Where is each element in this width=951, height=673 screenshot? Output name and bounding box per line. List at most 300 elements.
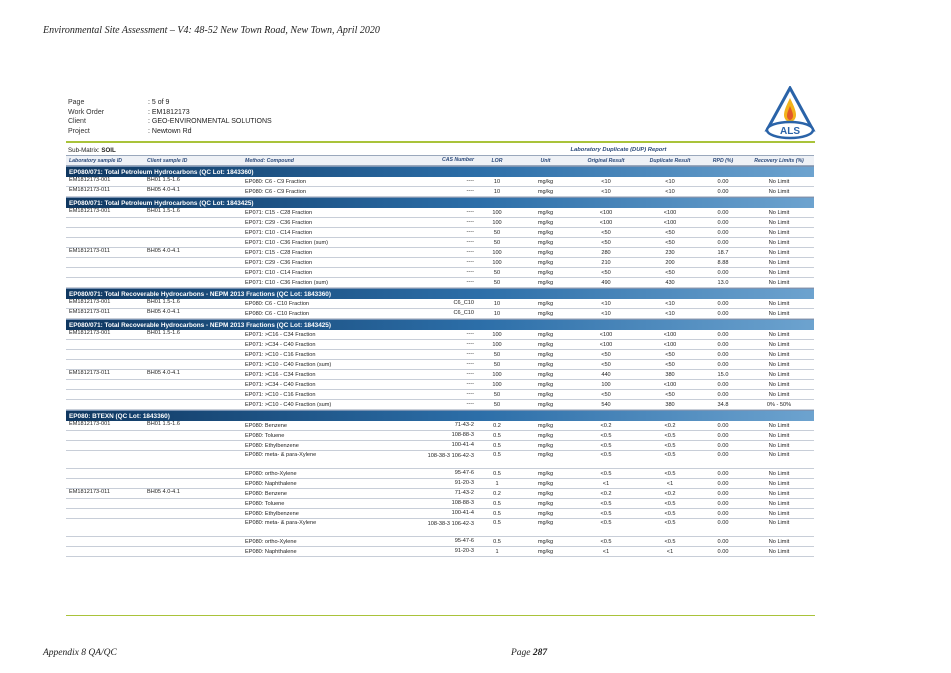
recovery-limits-cell: No Limit [768,490,790,497]
rpd-cell: 8.88 [717,259,729,266]
method-compound-cell: EP071: >C10 - C16 Fraction [245,391,316,398]
meta-work-order [68,108,272,118]
cas-number-cell: C6_C10 [453,300,474,306]
section-title: EP080/071: Total Petroleum Hydrocarbons (QC Lot: 1843360) [69,168,254,176]
client-sample-id-cell: BH01 1.5-1.6 [147,421,180,427]
recovery-limits-cell: No Limit [768,229,790,236]
lor-cell: 50 [493,351,501,358]
lab-sample-id-cell: EM1812173-001 [69,421,111,427]
lor-cell: 50 [493,401,501,408]
dup-report-title: Laboratory Duplicate (DUP) Report [570,147,667,153]
rpd-cell: 0.00 [717,361,729,368]
original-result-cell: 540 [601,401,611,408]
client-sample-id-cell: BH05 4.0-4.1 [147,248,180,254]
lor-cell: 0.5 [493,470,501,477]
rpd-cell: 0.00 [717,300,729,307]
section-header [66,319,814,330]
lab-sample-id-cell [66,380,144,389]
client-sample-id-cell [144,400,242,409]
rpd-cell: 0.00 [717,219,729,226]
original-result-cell: <50 [601,269,611,276]
method-compound-cell: EP080: C6 - C9 Fraction [245,188,306,195]
top-divider [66,141,815,143]
unit-cell: mg/kg [537,269,554,276]
client-sample-id-cell [144,499,242,508]
recovery-limits-cell: No Limit [768,341,790,348]
cas-number-cell: ---- [466,401,474,407]
col-header-rpd: RPD (%) [712,157,734,164]
rpd-cell: 0.00 [717,229,729,236]
unit-cell: mg/kg [537,452,554,458]
meta-value: : GEO-ENVIRONMENTAL SOLUTIONS [148,118,272,126]
method-compound-cell: EP080: Toluene [245,432,285,439]
cas-number-cell: C6_C10 [453,310,474,316]
lab-sample-id-cell [66,340,144,349]
duplicate-result-cell: 380 [665,401,675,408]
recovery-limits-cell: No Limit [768,178,790,185]
lor-cell: 50 [493,269,501,276]
lab-sample-id-cell [66,268,144,277]
lor-cell: 1 [495,480,499,487]
duplicate-result-cell: <50 [665,391,675,398]
lab-sample-id-cell [66,218,144,227]
cas-number-cell: 108-88-3 [451,500,474,506]
recovery-limits-cell: No Limit [768,239,790,246]
meta-project [68,127,272,137]
method-compound-cell: EP071: C10 - C14 Fraction [245,269,313,276]
cas-number-cell: 108-38-3 106-42-3 [427,521,474,527]
method-compound-cell: EP071: >C10 - C40 Fraction (sum) [245,361,332,368]
sub-matrix-value: SOIL [101,146,116,154]
duplicate-result-cell: <100 [663,209,677,216]
rpd-cell: 0.00 [717,239,729,246]
original-result-cell: <0.2 [600,490,612,497]
client-sample-id-cell: BH05 4.0-4.1 [147,187,180,193]
lab-sample-id-cell: EM1812173-011 [69,187,110,193]
report-meta [68,98,272,136]
client-sample-id-cell [144,228,242,237]
recovery-limits-cell: No Limit [768,538,790,545]
method-compound-cell: EP071: C10 - C14 Fraction [245,229,313,236]
col-header-unit: Unit [540,157,551,164]
lor-cell: 0.2 [493,490,501,497]
duplicate-result-cell: <0.2 [664,490,676,497]
unit-cell: mg/kg [537,259,554,266]
lab-sample-id-cell [66,238,144,247]
recovery-limits-cell: No Limit [768,361,790,368]
client-sample-id-cell [144,218,242,227]
lor-cell: 50 [493,279,501,286]
cas-number-cell: ---- [466,219,474,225]
table-row [66,248,814,258]
recovery-limits-cell: No Limit [768,442,790,449]
duplicate-result-cell: <0.5 [664,432,676,439]
recovery-limits-cell: No Limit [768,259,790,266]
rpd-cell: 0.00 [717,269,729,276]
lor-cell: 100 [492,381,502,388]
unit-cell: mg/kg [537,520,554,526]
lab-sample-id-cell [66,431,144,440]
unit-cell: mg/kg [537,331,554,338]
col-header-lab-id: Laboratory sample ID [69,157,123,164]
rpd-cell: 18.7 [717,249,729,256]
section-title: EP080: BTEXN (QC Lot: 1843360) [69,412,170,420]
recovery-limits-cell: 0% - 50% [766,401,792,408]
lor-cell: 100 [492,341,502,348]
unit-cell: mg/kg [537,361,554,368]
original-result-cell: <50 [601,239,611,246]
client-sample-id-cell: BH05 4.0-4.1 [147,309,180,315]
unit-cell: mg/kg [537,310,554,317]
client-sample-id-cell [144,238,242,247]
rpd-cell: 0.00 [717,452,729,458]
client-sample-id-cell: BH01 1.5-1.6 [147,330,180,336]
cas-number-cell: ---- [466,381,474,387]
table-row [66,309,814,319]
method-compound-cell: EP071: >C10 - C16 Fraction [245,351,316,358]
table-row [66,537,814,547]
duplicate-result-cell: 430 [665,279,675,286]
cas-number-cell: ---- [466,239,474,245]
original-result-cell: <0.5 [600,470,612,477]
rpd-cell: 0.00 [717,391,729,398]
original-result-cell: <100 [599,331,613,338]
duplicate-result-cell: <0.5 [664,520,676,526]
meta-label: Project [68,127,90,135]
method-compound-cell: EP080: ortho-Xylene [245,470,297,477]
table-row [66,451,814,469]
duplicate-result-cell: <0.5 [664,538,676,545]
rpd-cell: 0.00 [717,178,729,185]
duplicate-result-cell: <0.5 [664,500,676,507]
original-result-cell: <100 [599,219,613,226]
table-row [66,299,814,309]
client-sample-id-cell: BH05 4.0-4.1 [147,370,180,376]
table-title-row [66,145,814,155]
lab-sample-id-cell [66,390,144,399]
lab-sample-id-cell: EM1812173-011 [69,309,110,315]
table-row [66,431,814,441]
method-compound-cell: EP080: C6 - C10 Fraction [245,310,310,317]
client-sample-id-cell [144,350,242,359]
client-sample-id-cell [144,479,242,488]
method-compound-cell: EP071: >C16 - C34 Fraction [245,331,316,338]
client-sample-id-cell [144,431,242,440]
lab-sample-id-cell [66,441,144,450]
table-row [66,390,814,400]
method-compound-cell: EP071: C10 - C36 Fraction (sum) [245,239,329,246]
unit-cell: mg/kg [537,371,554,378]
lor-cell: 100 [492,371,502,378]
client-sample-id-cell [144,509,242,518]
duplicate-report-table [66,145,814,557]
lor-cell: 10 [493,300,501,307]
original-result-cell: 100 [601,381,611,388]
cas-number-cell: ---- [466,188,474,194]
footer-appendix: Appendix 8 QA/QC [43,648,117,658]
cas-number-cell: 108-38-3 106-42-3 [427,453,474,459]
rpd-cell: 0.00 [717,520,729,526]
duplicate-result-cell: <50 [665,351,675,358]
lab-sample-id-cell: EM1812173-001 [69,299,111,305]
rpd-cell: 0.00 [717,510,729,517]
table-row [66,350,814,360]
original-result-cell: <0.5 [600,432,612,439]
lab-sample-id-cell [66,520,144,536]
meta-label: Client [68,118,86,126]
rpd-cell: 15.0 [717,371,729,378]
original-result-cell: <0.5 [600,510,612,517]
method-compound-cell: EP071: C15 - C28 Fraction [245,209,313,216]
method-compound-cell: EP080: Benzene [245,490,287,497]
unit-cell: mg/kg [537,490,554,497]
duplicate-result-cell: 200 [665,259,675,266]
recovery-limits-cell: No Limit [768,480,790,487]
table-row [66,441,814,451]
original-result-cell: <10 [601,188,611,195]
recovery-limits-cell: No Limit [768,548,790,555]
table-row [66,479,814,489]
rpd-cell: 0.00 [717,188,729,195]
lab-sample-id-cell [66,452,144,468]
lab-sample-id-cell [66,509,144,518]
lab-sample-id-cell: EM1812173-011 [69,370,110,376]
table-row [66,360,814,370]
client-sample-id-cell [144,258,242,267]
unit-cell: mg/kg [537,510,554,517]
unit-cell: mg/kg [537,229,554,236]
original-result-cell: <50 [601,229,611,236]
logo-text: ALS [780,126,800,137]
client-sample-id-cell [144,340,242,349]
cas-number-cell: 108-88-3 [451,432,474,438]
duplicate-result-cell: <1 [666,480,674,487]
recovery-limits-cell: No Limit [768,422,790,429]
cas-number-cell: 91-20-3 [454,480,474,486]
duplicate-result-cell: <0.5 [664,510,676,517]
recovery-limits-cell: No Limit [768,219,790,226]
lab-sample-id-cell [66,360,144,369]
client-sample-id-cell [144,360,242,369]
rpd-cell: 0.00 [717,381,729,388]
meta-label: Work Order [68,108,105,116]
recovery-limits-cell: No Limit [768,381,790,388]
duplicate-result-cell: <10 [665,310,675,317]
lor-cell: 100 [492,209,502,216]
cas-number-cell: ---- [466,351,474,357]
cas-number-cell: 71-43-2 [454,422,474,428]
client-sample-id-cell [144,452,242,468]
cas-number-cell: 91-20-3 [454,548,474,554]
duplicate-result-cell: <100 [663,219,677,226]
lab-sample-id-cell [66,499,144,508]
recovery-limits-cell: No Limit [768,351,790,358]
recovery-limits-cell: No Limit [768,432,790,439]
recovery-limits-cell: No Limit [768,371,790,378]
section-title: EP080/071: Total Petroleum Hydrocarbons (QC Lot: 1843425) [69,199,254,207]
lor-cell: 10 [493,178,501,185]
cas-number-cell: ---- [466,391,474,397]
client-sample-id-cell [144,380,242,389]
lor-cell: 50 [493,361,501,368]
lab-sample-id-cell [66,278,144,287]
cas-number-cell: 95-47-6 [454,470,474,476]
client-sample-id-cell [144,547,242,556]
lab-sample-id-cell: EM1812173-001 [69,208,111,214]
client-sample-id-cell [144,268,242,277]
unit-cell: mg/kg [537,470,554,477]
recovery-limits-cell: No Limit [768,188,790,195]
recovery-limits-cell: No Limit [768,310,790,317]
method-compound-cell: EP080: C6 - C10 Fraction [245,300,310,307]
client-sample-id-cell [144,469,242,478]
duplicate-result-cell: <50 [665,239,675,246]
unit-cell: mg/kg [537,178,554,185]
section-title: EP080/071: Total Recoverable Hydrocarbons - NEPM 2013 Fractions (QC Lot: 1843360) [69,290,331,298]
recovery-limits-cell: No Limit [768,470,790,477]
client-sample-id-cell [144,537,242,546]
cas-number-cell: 71-43-2 [454,490,474,496]
original-result-cell: <10 [601,178,611,185]
lab-sample-id-cell [66,400,144,409]
lab-sample-id-cell [66,547,144,556]
client-sample-id-cell: BH01 1.5-1.6 [147,177,180,183]
original-result-cell: <50 [601,351,611,358]
original-result-cell: <1 [602,480,610,487]
lab-sample-id-cell [66,469,144,478]
recovery-limits-cell: No Limit [768,269,790,276]
duplicate-result-cell: <50 [665,229,675,236]
column-header-row [66,155,814,166]
duplicate-result-cell: <10 [665,178,675,185]
lor-cell: 50 [493,229,501,236]
original-result-cell: <0.5 [600,500,612,507]
original-result-cell: <0.2 [600,422,612,429]
lor-cell: 10 [493,310,501,317]
lor-cell: 10 [493,188,501,195]
table-row [66,469,814,479]
unit-cell: mg/kg [537,538,554,545]
table-body [66,166,814,557]
client-sample-id-cell: BH01 1.5-1.6 [147,299,180,305]
table-row [66,499,814,509]
unit-cell: mg/kg [537,300,554,307]
table-row [66,218,814,228]
duplicate-result-cell: <1 [666,548,674,555]
method-compound-cell: EP071: C10 - C36 Fraction (sum) [245,279,329,286]
section-title: EP080/071: Total Recoverable Hydrocarbons - NEPM 2013 Fractions (QC Lot: 1843425) [69,321,331,329]
meta-page [68,98,272,108]
unit-cell: mg/kg [537,422,554,429]
recovery-limits-cell: No Limit [768,300,790,307]
rpd-cell: 0.00 [717,538,729,545]
rpd-cell: 0.00 [717,351,729,358]
table-row [66,268,814,278]
duplicate-result-cell: <0.5 [664,470,676,477]
original-result-cell: <0.5 [600,538,612,545]
original-result-cell: <10 [601,300,611,307]
table-row [66,380,814,390]
footer-page-number: 287 [532,648,548,658]
recovery-limits-cell: No Limit [768,209,790,216]
cas-number-cell: ---- [466,249,474,255]
col-header-duplicate: Duplicate Result [649,157,691,164]
recovery-limits-cell: No Limit [768,391,790,398]
duplicate-result-cell: <50 [665,269,675,276]
lor-cell: 50 [493,391,501,398]
original-result-cell: <0.5 [600,520,612,526]
original-result-cell: <1 [602,548,610,555]
table-row [66,238,814,248]
duplicate-result-cell: <0.5 [664,452,676,458]
section-header [66,410,814,421]
client-sample-id-cell [144,520,242,536]
sub-matrix-label: Sub-Matrix: [68,146,102,154]
lor-cell: 100 [492,331,502,338]
lab-sample-id-cell: EM1812173-011 [69,489,110,495]
recovery-limits-cell: No Limit [768,331,790,338]
cas-number-cell: ---- [466,209,474,215]
rpd-cell: 0.00 [717,209,729,216]
meta-value: : 5 of 9 [148,99,170,106]
cas-number-cell: 100-41-4 [451,442,474,448]
unit-cell: mg/kg [537,219,554,226]
cas-number-cell: ---- [466,361,474,367]
col-header-cas: CAS Number [442,157,474,163]
rpd-cell: 0.00 [717,442,729,449]
method-compound-cell: EP071: C15 - C28 Fraction [245,249,313,256]
table-row [66,400,814,410]
rpd-cell: 0.00 [717,480,729,487]
col-header-method: Method: Compound [245,157,294,164]
duplicate-result-cell: <100 [663,341,677,348]
method-compound-cell: EP080: Ethylbenzene [245,442,299,449]
lab-sample-id-cell [66,258,144,267]
recovery-limits-cell: No Limit [768,249,790,256]
cas-number-cell: ---- [466,269,474,275]
lor-cell: 1 [495,548,499,555]
method-compound-cell: EP080: Naphthalene [245,548,297,555]
cas-number-cell: 100-41-4 [451,510,474,516]
col-header-client-id: Client sample ID [147,157,188,164]
table-row [66,187,814,197]
duplicate-result-cell: <10 [665,188,675,195]
original-result-cell: 210 [601,259,611,266]
duplicate-result-cell: <100 [663,331,677,338]
recovery-limits-cell: No Limit [768,452,790,458]
table-row [66,258,814,268]
client-sample-id-cell: BH05 4.0-4.1 [147,489,180,495]
original-result-cell: <10 [601,310,611,317]
cas-number-cell: ---- [466,178,474,184]
col-header-original: Original Result [587,157,625,164]
unit-cell: mg/kg [537,209,554,216]
table-row [66,228,814,238]
meta-label: Page [68,99,85,106]
rpd-cell: 34.8 [717,401,729,408]
rpd-cell: 0.00 [717,341,729,348]
unit-cell: mg/kg [537,381,554,388]
footer-page [511,648,547,658]
method-compound-cell: EP071: >C34 - C40 Fraction [245,381,316,388]
table-row [66,421,814,431]
original-result-cell: 440 [601,371,611,378]
lab-sample-id-cell [66,537,144,546]
recovery-limits-cell: No Limit [768,510,790,517]
unit-cell: mg/kg [537,391,554,398]
method-compound-cell: EP080: ortho-Xylene [245,538,297,545]
rpd-cell: 0.00 [717,470,729,477]
